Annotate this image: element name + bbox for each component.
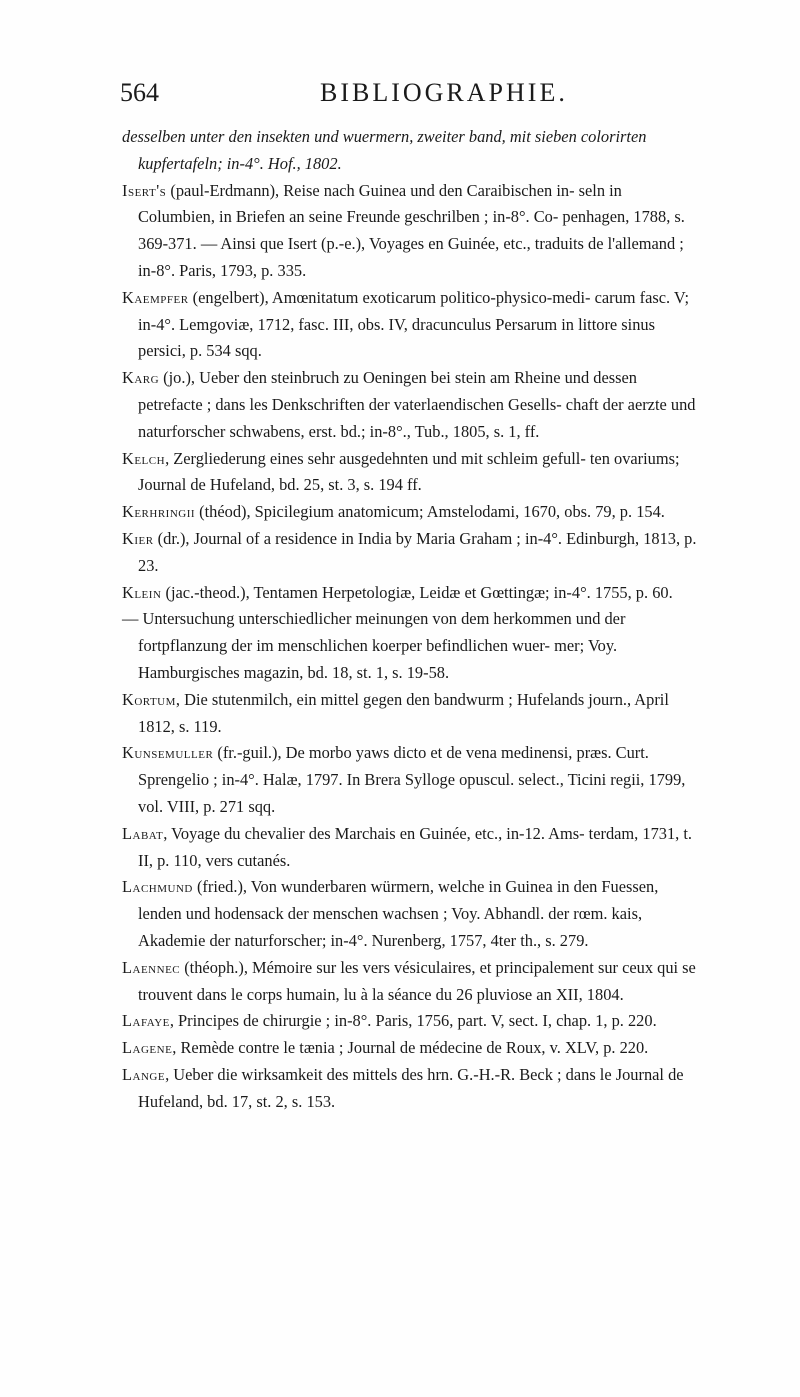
entry-text: (jac.-theod.), Tentamen Herpetologiæ, Leidæ et Gœttingæ; in-4°. 1755, p. 60. (161, 582, 673, 602)
bibliography-entry (122, 526, 702, 580)
entry-text: Untersuchung unterschiedlicher meinungen von dem herkommen und der fortpflanzung der im menschlichen koerper befindlichen wuer- mer; Voy. Hamburgisches magazin, bd. 18, st. 1, s. 19-58. (138, 609, 626, 682)
bibliography-entry (122, 1008, 702, 1035)
entry-text: , Principes de chirurgie ; in-8°. Paris, 1756, part. V, sect. I, chap. 1, p. 220. (169, 1011, 657, 1031)
bibliography-entry (122, 446, 702, 500)
entry-author: Lange (122, 1064, 166, 1084)
entry-text: , Ueber die wirksamkeit des mittels des hrn. G.-H.-R. Beck ; dans le Journal de Hufeland, bd. 17, st. 2, s. 153. (138, 1064, 684, 1111)
bibliography-entry (122, 606, 702, 686)
entry-author: — (122, 609, 139, 629)
entry-text: (paul-Erdmann), Reise nach Guinea und den Caraibischen in- seln in Columbien, in Briefen an seine Freunde geschrilben ; in-8°. Co- penhagen, 1788, s. 369-371. — Ainsi que Isert (p.-e.), Voyages en Guinée, etc., traduits de l'allemand ; in-8°. Paris, 1793, p. 335. (138, 180, 685, 280)
entry-author: Isert's (122, 180, 167, 200)
entry-author: Karg (122, 368, 160, 388)
bibliography-entry (122, 124, 702, 178)
entry-text: , Zergliederung eines sehr ausgedehnten und mit schleim gefull- ten ovariums; Journal de Hufeland, bd. 25, st. 3, s. 194 ff. (138, 448, 680, 495)
entry-text: desselben unter den insekten und wuermern, zweiter band, mit sieben colorirten kupfertafeln; in-4°. Hof., 1802. (122, 127, 647, 173)
bibliography-entry (122, 365, 702, 445)
entry-text: (théod), Spicilegium anatomicum; Amstelodami, 1670, obs. 79, p. 154. (195, 502, 665, 522)
bibliography-entry (122, 955, 702, 1009)
bibliography-entry (122, 285, 702, 365)
page-header (120, 78, 700, 112)
entry-text: , Voyage du chevalier des Marchais en Guinée, etc., in-12. Ams- terdam, 1731, t. II, p. 110, vers cutanés. (138, 823, 693, 870)
entry-author: Lafaye (122, 1011, 170, 1031)
running-head: BIBLIOGRAPHIE. (320, 78, 568, 107)
entry-author: Lachmund (122, 877, 193, 897)
entry-text: (fr.-guil.), De morbo yaws dicto et de vena medinensi, præs. Curt. Sprengelio ; in-4°. Halæ, 1797. In Brera Sylloge opuscul. select., Ticini regii, 1799, vol. VIII, p. 271 sqq. (138, 743, 686, 816)
entry-author: Kerhringii (122, 502, 196, 522)
entry-text: , Die stutenmilch, ein mittel gegen den bandwurm ; Hufelands journ., April 1812, s. 119. (138, 689, 669, 736)
entry-text: , Remède contre le tænia ; Journal de médecine de Roux, v. XLV, p. 220. (172, 1038, 649, 1058)
bibliography-list (122, 124, 702, 1115)
entry-author: Lagene (122, 1038, 173, 1058)
entry-author: Kunsemuller (122, 743, 214, 763)
bibliography-entry (122, 740, 702, 820)
entry-author: Kelch (122, 448, 166, 468)
entry-text: (jo.), Ueber den steinbruch zu Oeningen bei stein am Rheine und dessen petrefacte ; dans les Denkschriften der vaterlaendischen Gesells- chaft der aerzte und naturforscher schwabens, erst. bd.; in-8°., Tub., 1805, s. 1, ff. (138, 368, 696, 441)
bibliography-entry (122, 687, 702, 741)
entry-text: (engelbert), Amœnitatum exoticarum politico-physico-medi- carum fasc. V; in-4°. Lemgoviæ, 1712, fasc. III, obs. IV, dracunculus Persarum in littore sinus persici, p. 534 sqq. (138, 287, 690, 361)
entry-author: Labat (122, 823, 164, 843)
entry-author: Klein (122, 582, 162, 602)
entry-text: (théoph.), Mémoire sur les vers vésiculaires, et principalement sur ceux qui se trouvent dans le corps humain, lu à la séance du 26 pluviose an XII, 1804. (138, 957, 696, 1004)
bibliography-entry (122, 874, 702, 954)
entry-author: Kier (122, 528, 154, 548)
page-number: 564 (120, 78, 159, 107)
entry-author: Kortum (122, 689, 176, 709)
bibliography-entry (122, 580, 702, 607)
entry-author: Laennec (122, 957, 181, 977)
bibliography-entry (122, 821, 702, 875)
entry-text: (fried.), Von wunderbaren würmern, welche in Guinea in den Fuessen, lenden und hodensack der menschen wachsen ; Voy. Abhandl. der rœm. kais, Akademie der naturforscher; in-4°. Nurenberg, 1757, 4ter th., s. 279. (138, 877, 659, 950)
entry-text: (dr.), Journal of a residence in India by Maria Graham ; in-4°. Edinburgh, 1813, p. 23. (138, 528, 697, 575)
bibliography-entry (122, 499, 702, 526)
bibliography-entry (122, 178, 702, 285)
bibliography-entry (122, 1035, 702, 1062)
entry-author: Kaempfer (122, 287, 189, 307)
bibliography-entry (122, 1062, 702, 1116)
